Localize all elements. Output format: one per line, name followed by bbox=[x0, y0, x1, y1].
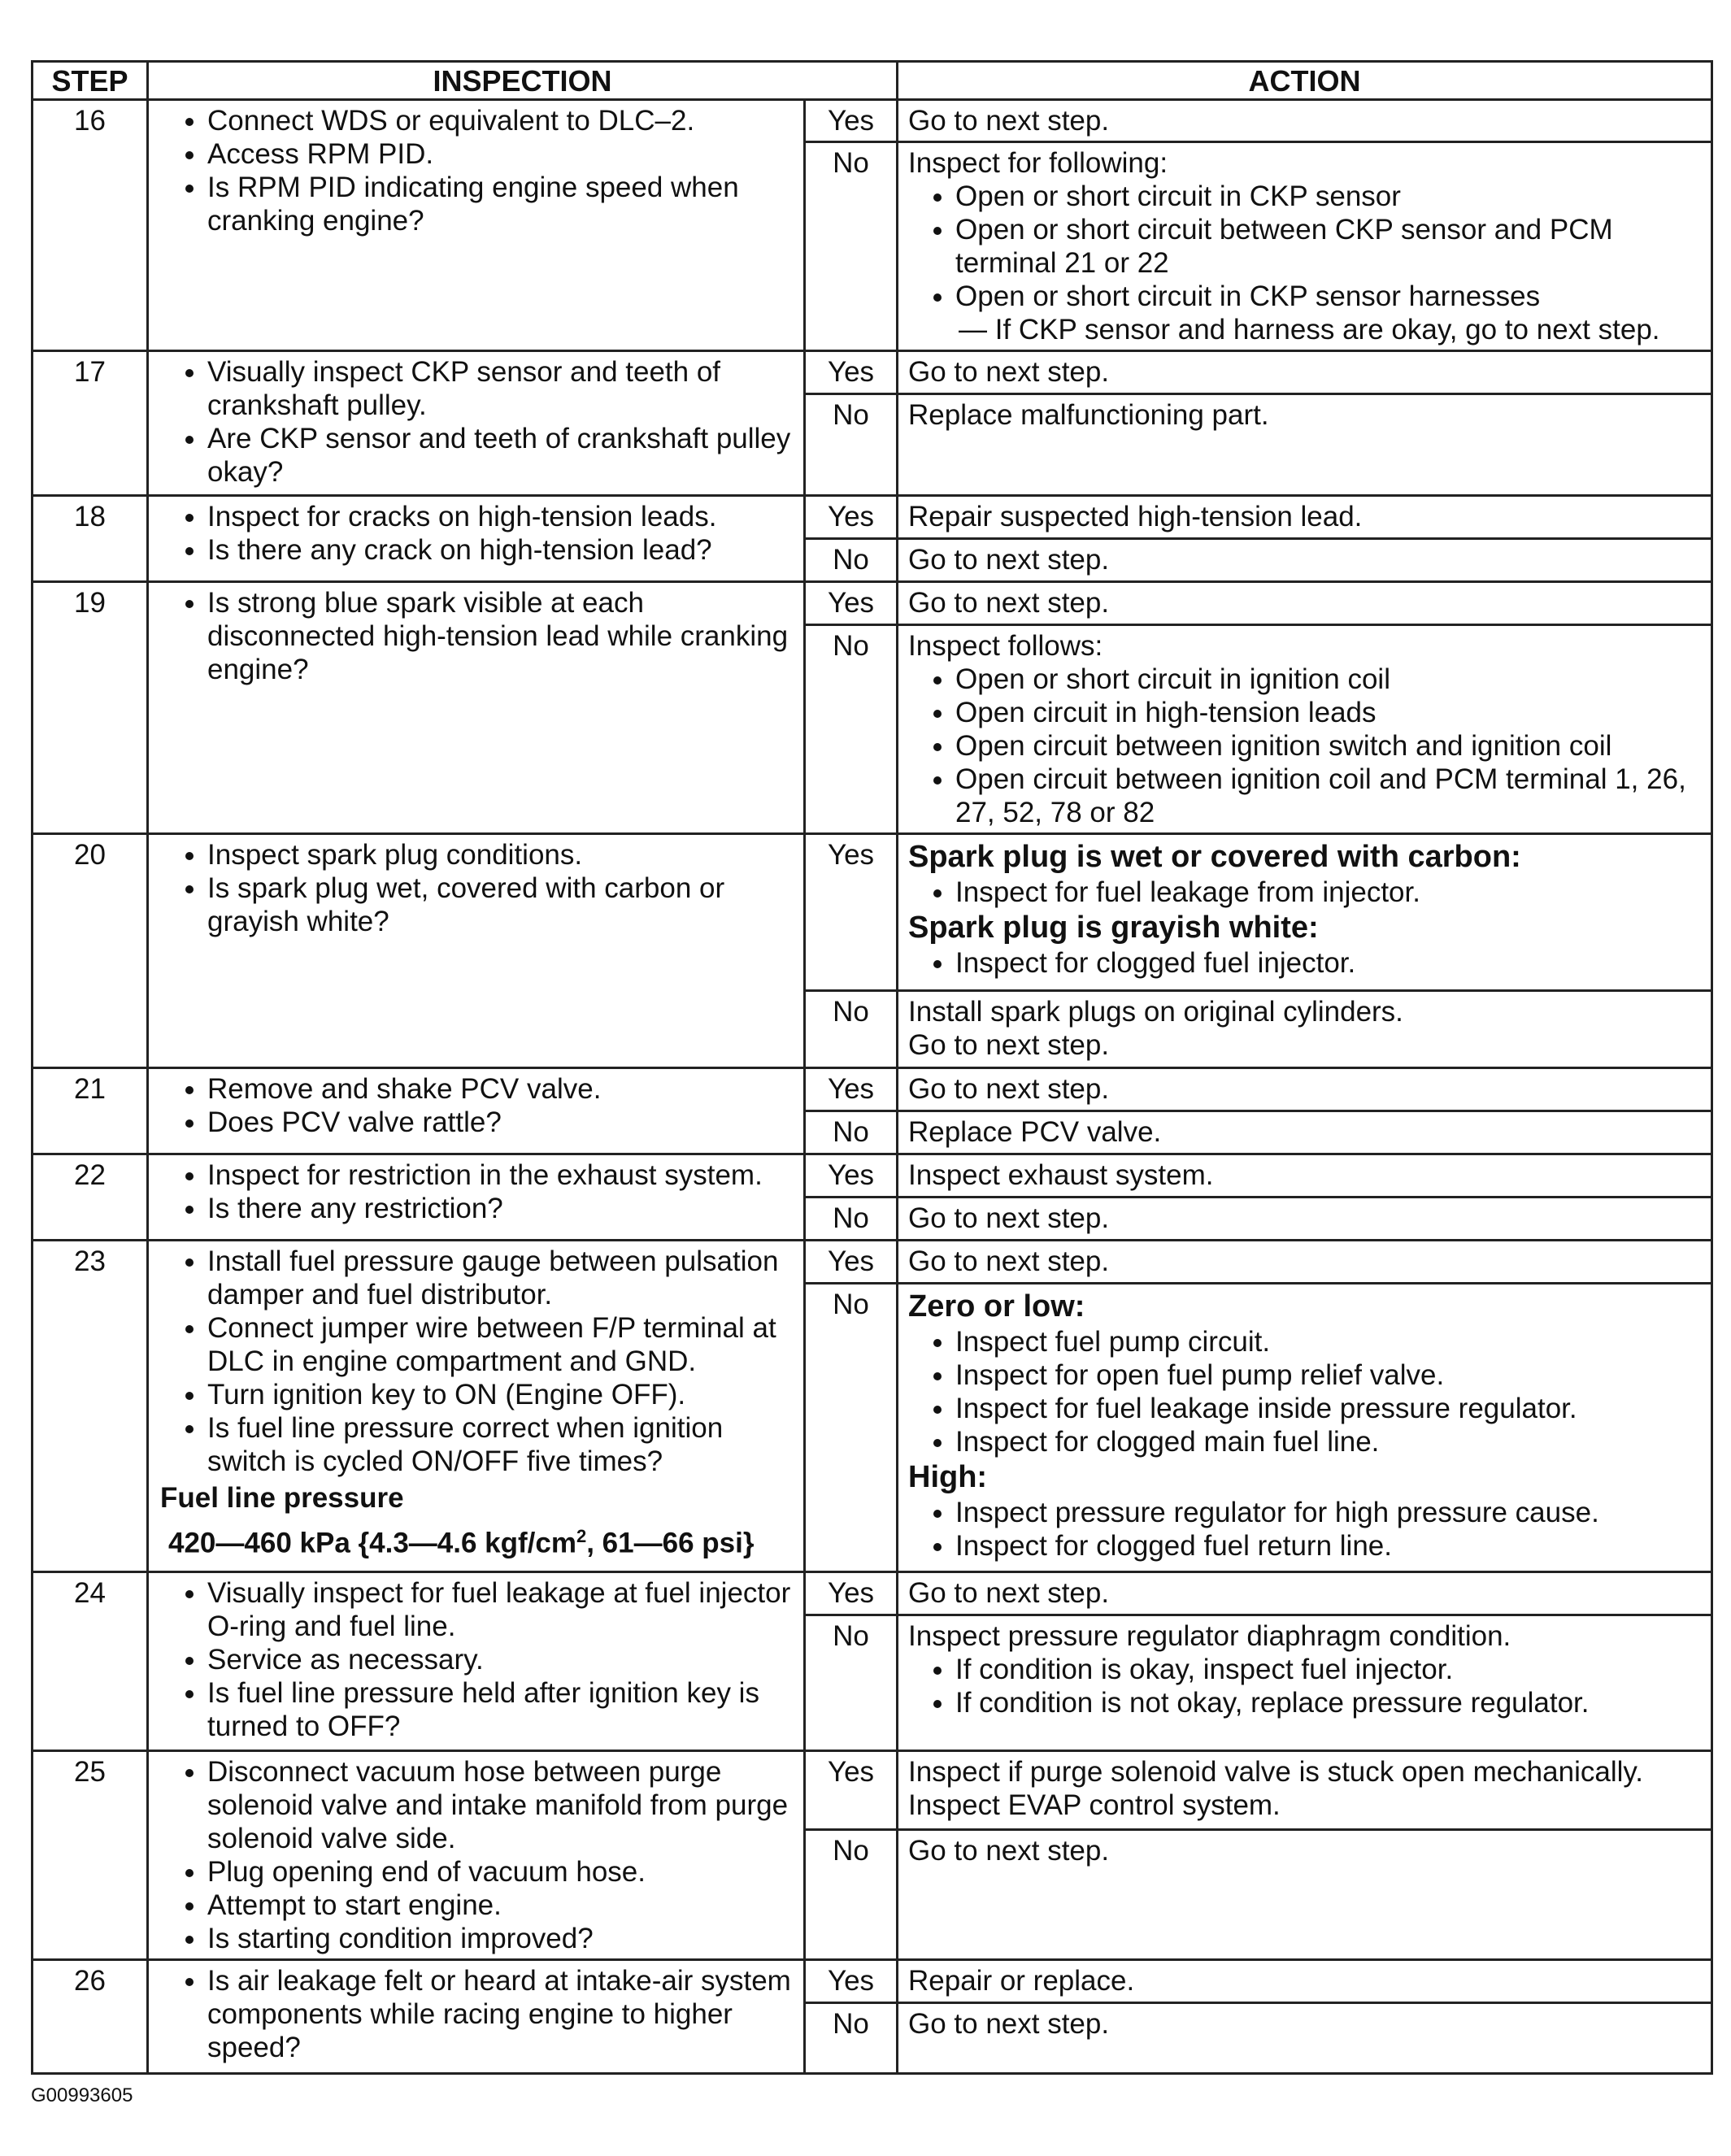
yes-label: Yes bbox=[805, 1960, 898, 2003]
yes-action: Go to next step. bbox=[898, 1572, 1712, 1615]
step-19-inspection bbox=[148, 582, 805, 834]
action-line: Inspect if purge solenoid valve is stuck open mechanically. bbox=[908, 1756, 1644, 1788]
action-note: — If CKP sensor and harness are okay, go to next step. bbox=[959, 314, 1660, 346]
spec-value-superscript: 2 bbox=[576, 1526, 587, 1546]
action-item: • Open circuit between ignition switch and ignition coil bbox=[955, 729, 1704, 763]
inspection-item: • Is strong blue spark visible at each disconnected high-tension lead while cranking engine? bbox=[207, 586, 797, 686]
yes-label: Yes bbox=[805, 1068, 898, 1111]
inspection-item: • Does PCV valve rattle? bbox=[207, 1106, 797, 1139]
yes-label: Yes bbox=[805, 351, 898, 394]
action-line: Inspect EVAP control system. bbox=[908, 1789, 1281, 1821]
no-label: No bbox=[805, 539, 898, 582]
yes-action bbox=[898, 1751, 1712, 1830]
step-26-inspection bbox=[148, 1960, 805, 2074]
inspection-item: • Are CKP sensor and teeth of crankshaft pulley okay? bbox=[207, 422, 797, 489]
no-label: No bbox=[805, 142, 898, 351]
action-item: • Open circuit between ignition coil and PCM terminal 1, 26, 27, 52, 78 or 82 bbox=[955, 763, 1704, 829]
spec-value-part: 420—460 kPa {4.3—4.6 kgf/cm bbox=[168, 1527, 576, 1559]
step-number: 22 bbox=[33, 1154, 148, 1241]
inspection-item: • Is air leakage felt or heard at intake-air system components while racing engine to higher speed? bbox=[207, 1964, 797, 2064]
no-action: Replace PCV valve. bbox=[898, 1111, 1712, 1154]
yes-action: Go to next step. bbox=[898, 1068, 1712, 1111]
no-label: No bbox=[805, 394, 898, 496]
yes-label: Yes bbox=[805, 1241, 898, 1284]
table-header-row bbox=[33, 62, 1712, 100]
action-item: • Inspect fuel pump circuit. bbox=[955, 1325, 1704, 1358]
step-number: 17 bbox=[33, 351, 148, 496]
step-21-yes-row bbox=[33, 1068, 1712, 1111]
no-action bbox=[898, 142, 1712, 351]
no-label: No bbox=[805, 991, 898, 1068]
inspection-item: • Is fuel line pressure correct when ignition switch is cycled ON/OFF five times? bbox=[207, 1411, 797, 1478]
step-20-yes-row bbox=[33, 834, 1712, 991]
step-column-header: STEP bbox=[33, 62, 148, 100]
action-item: • Inspect for fuel leakage inside pressure regulator. bbox=[955, 1392, 1704, 1425]
step-17-yes-row bbox=[33, 351, 1712, 394]
no-action bbox=[898, 1284, 1712, 1572]
yes-action: Inspect exhaust system. bbox=[898, 1154, 1712, 1198]
no-action: Go to next step. bbox=[898, 2003, 1712, 2074]
yes-action: Go to next step. bbox=[898, 1241, 1712, 1284]
inspection-item: • Inspect spark plug conditions. bbox=[207, 838, 797, 872]
action-line: Go to next step. bbox=[908, 1029, 1110, 1061]
step-24-inspection bbox=[148, 1572, 805, 1751]
action-item: • Inspect for fuel leakage from injector. bbox=[955, 876, 1704, 909]
spec-value bbox=[157, 1519, 797, 1560]
step-number: 18 bbox=[33, 496, 148, 582]
action-item: • If condition is not okay, replace pressure regulator. bbox=[955, 1686, 1704, 1719]
step-23-inspection bbox=[148, 1241, 805, 1572]
step-26-yes-row bbox=[33, 1960, 1712, 2003]
action-line: Install spark plugs on original cylinders. bbox=[908, 996, 1403, 1028]
figure-id: G00993605 bbox=[31, 2084, 133, 2106]
inspection-column-header: INSPECTION bbox=[148, 62, 898, 100]
no-action: Go to next step. bbox=[898, 1198, 1712, 1241]
condition-heading: Spark plug is grayish white: bbox=[908, 911, 1319, 945]
spec-value-part: , 61—66 psi} bbox=[586, 1527, 755, 1559]
inspection-item: • Connect WDS or equivalent to DLC–2. bbox=[207, 104, 797, 137]
step-19-yes-row bbox=[33, 582, 1712, 625]
inspection-item: • Disconnect vacuum hose between purge solenoid valve and intake manifold from purge solenoid valve side. bbox=[207, 1755, 797, 1855]
step-number: 26 bbox=[33, 1960, 148, 2074]
condition-heading: Zero or low: bbox=[908, 1289, 1085, 1324]
yes-label: Yes bbox=[805, 1154, 898, 1198]
condition-heading: High: bbox=[908, 1460, 988, 1494]
no-label: No bbox=[805, 1198, 898, 1241]
inspection-item: • Connect jumper wire between F/P terminal at DLC in engine compartment and GND. bbox=[207, 1311, 797, 1378]
step-number: 25 bbox=[33, 1751, 148, 1960]
step-16-inspection bbox=[148, 100, 805, 351]
step-25-yes-row bbox=[33, 1751, 1712, 1830]
yes-label: Yes bbox=[805, 1572, 898, 1615]
yes-label: Yes bbox=[805, 834, 898, 991]
inspection-item: • Service as necessary. bbox=[207, 1643, 797, 1676]
inspection-item: • Attempt to start engine. bbox=[207, 1889, 797, 1922]
yes-action: Go to next step. bbox=[898, 351, 1712, 394]
inspection-item: • Is fuel line pressure held after ignition key is turned to OFF? bbox=[207, 1676, 797, 1743]
action-intro: Inspect follows: bbox=[908, 630, 1103, 662]
step-number: 24 bbox=[33, 1572, 148, 1751]
yes-label: Yes bbox=[805, 1751, 898, 1830]
step-17-inspection bbox=[148, 351, 805, 496]
no-action bbox=[898, 1615, 1712, 1751]
yes-action: Repair or replace. bbox=[898, 1960, 1712, 2003]
inspection-item: • Inspect for cracks on high-tension leads. bbox=[207, 500, 797, 533]
step-25-inspection bbox=[148, 1751, 805, 1960]
inspection-item: • Is starting condition improved? bbox=[207, 1922, 797, 1955]
step-18-yes-row bbox=[33, 496, 1712, 539]
yes-label: Yes bbox=[805, 582, 898, 625]
yes-action bbox=[898, 834, 1712, 991]
inspection-item: • Plug opening end of vacuum hose. bbox=[207, 1855, 797, 1889]
step-21-inspection bbox=[148, 1068, 805, 1154]
diagnostic-procedure-table bbox=[31, 60, 1713, 2075]
condition-heading: Spark plug is wet or covered with carbon: bbox=[908, 840, 1521, 874]
step-number: 21 bbox=[33, 1068, 148, 1154]
no-action: Go to next step. bbox=[898, 1829, 1712, 1959]
inspection-item: • Remove and shake PCV valve. bbox=[207, 1072, 797, 1106]
action-item: • Open or short circuit in ignition coil bbox=[955, 663, 1704, 696]
action-item: • Inspect for open fuel pump relief valve. bbox=[955, 1358, 1704, 1392]
no-label: No bbox=[805, 1284, 898, 1572]
action-item: • Open or short circuit between CKP sensor and PCM terminal 21 or 22 bbox=[955, 213, 1704, 280]
no-label: No bbox=[805, 1829, 898, 1959]
step-22-inspection bbox=[148, 1154, 805, 1241]
no-label: No bbox=[805, 1615, 898, 1751]
action-item: • Open or short circuit in CKP sensor harnesses bbox=[955, 280, 1704, 313]
action-item: • Open circuit in high-tension leads bbox=[955, 696, 1704, 729]
step-16-yes-row bbox=[33, 100, 1712, 142]
action-item: • Inspect for clogged fuel injector. bbox=[955, 946, 1704, 980]
step-number: 20 bbox=[33, 834, 148, 1068]
step-18-inspection bbox=[148, 496, 805, 582]
inspection-item: • Is there any crack on high-tension lead? bbox=[207, 533, 797, 567]
inspection-item: • Access RPM PID. bbox=[207, 137, 797, 171]
yes-action: Go to next step. bbox=[898, 100, 1712, 142]
no-action: Replace malfunctioning part. bbox=[898, 394, 1712, 496]
step-24-yes-row bbox=[33, 1572, 1712, 1615]
no-action bbox=[898, 991, 1712, 1068]
action-intro: Inspect for following: bbox=[908, 147, 1168, 179]
yes-action: Go to next step. bbox=[898, 582, 1712, 625]
action-item: • Inspect for clogged main fuel line. bbox=[955, 1425, 1704, 1458]
no-action bbox=[898, 625, 1712, 834]
action-item: • If condition is okay, inspect fuel injector. bbox=[955, 1653, 1704, 1686]
action-item: • Inspect for clogged fuel return line. bbox=[955, 1529, 1704, 1563]
yes-action: Repair suspected high-tension lead. bbox=[898, 496, 1712, 539]
action-item: • Open or short circuit in CKP sensor bbox=[955, 180, 1704, 213]
action-intro: Inspect pressure regulator diaphragm condition. bbox=[908, 1620, 1511, 1652]
no-action: Go to next step. bbox=[898, 539, 1712, 582]
no-label: No bbox=[805, 1111, 898, 1154]
no-label: No bbox=[805, 2003, 898, 2074]
inspection-item: • Is RPM PID indicating engine speed when cranking engine? bbox=[207, 171, 797, 237]
yes-label: Yes bbox=[805, 100, 898, 142]
inspection-item: • Is spark plug wet, covered with carbon or grayish white? bbox=[207, 872, 797, 938]
step-22-yes-row bbox=[33, 1154, 1712, 1198]
inspection-item: • Is there any restriction? bbox=[207, 1192, 797, 1225]
step-number: 19 bbox=[33, 582, 148, 834]
step-number: 16 bbox=[33, 100, 148, 351]
inspection-item: • Install fuel pressure gauge between pulsation damper and fuel distributor. bbox=[207, 1245, 797, 1311]
step-20-inspection bbox=[148, 834, 805, 1068]
inspection-item: • Visually inspect for fuel leakage at fuel injector O-ring and fuel line. bbox=[207, 1576, 797, 1643]
step-number: 23 bbox=[33, 1241, 148, 1572]
action-item: • Inspect pressure regulator for high pressure cause. bbox=[955, 1496, 1704, 1529]
inspection-item: • Inspect for restriction in the exhaust system. bbox=[207, 1158, 797, 1192]
action-column-header: ACTION bbox=[898, 62, 1712, 100]
yes-label: Yes bbox=[805, 496, 898, 539]
spec-label: Fuel line pressure bbox=[160, 1482, 404, 1514]
no-label: No bbox=[805, 625, 898, 834]
inspection-item: • Visually inspect CKP sensor and teeth of crankshaft pulley. bbox=[207, 355, 797, 422]
inspection-item: • Turn ignition key to ON (Engine OFF). bbox=[207, 1378, 797, 1411]
step-23-yes-row bbox=[33, 1241, 1712, 1284]
